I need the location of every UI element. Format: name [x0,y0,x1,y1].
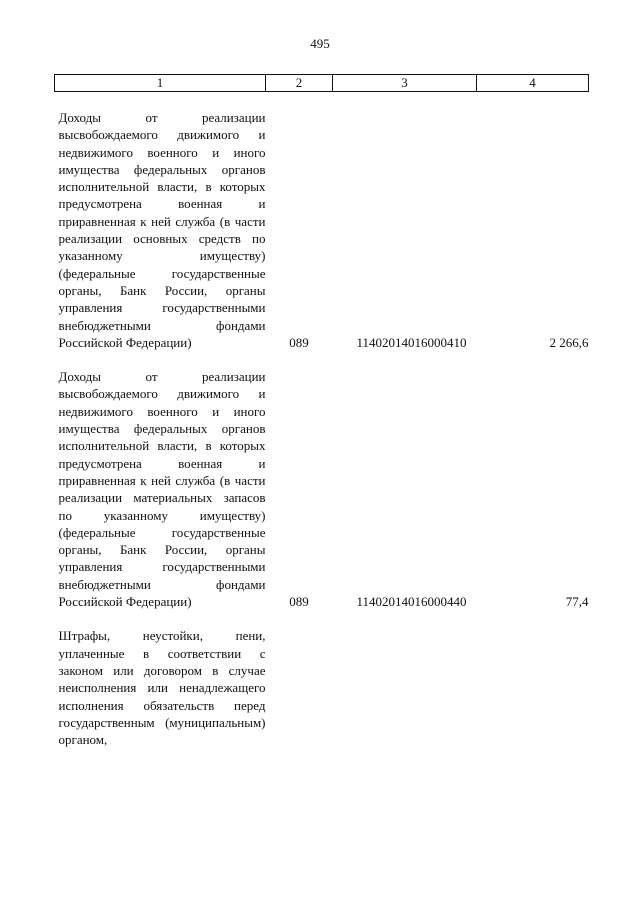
row-description: Доходы от реализации высвобождаемого движимого и недвижимого военного и иного имущества федеральных органов исполнительной власти, в которых предусмотрена военная и приравненная к ней служба (в части реализации материальных запасов по указанному имуществу) (федеральные государственные органы, Банк России, органы управления государственными внебюджетными фондами Российской Федерации) [58,369,266,610]
row-description: Штрафы, неустойки, пени, уплаченные в соответствии с законом или договором в случае неисполнения или ненадлежащего исполнения обязательств перед государственным (муниципальным) органом, [58,628,266,748]
row-amount [477,610,589,748]
row-amount: 2 266,6 [549,334,589,350]
table-header-row [55,75,589,92]
row-admin-code: 089 [289,334,309,350]
row-admin-code: 089 [289,594,309,610]
row-kbk-code: 11402014016000440 [356,594,467,610]
row-admin-code [266,610,333,748]
table-row [55,610,589,748]
budget-table [54,74,589,748]
table-row [55,92,589,352]
column-header-1: 1 [55,75,266,92]
row-amount: 77,4 [565,594,589,610]
row-kbk-code: 11402014016000410 [356,334,467,350]
row-kbk-code [333,610,477,748]
page-number: 495 [310,36,330,51]
column-header-3: 3 [333,75,477,92]
row-description: Доходы от реализации высвобождаемого движимого и недвижимого военного и иного имущества федеральных органов исполнительной власти, в которых предусмотрена военная и приравненная к ней служба (в части реализации основных средств по указанному имуществу) (федеральные государственные органы, Банк России, органы управления государственными внебюджетными фондами Российской Федерации) [58,110,266,350]
table-row [55,351,589,610]
column-header-4: 4 [477,75,589,92]
column-header-2: 2 [266,75,333,92]
